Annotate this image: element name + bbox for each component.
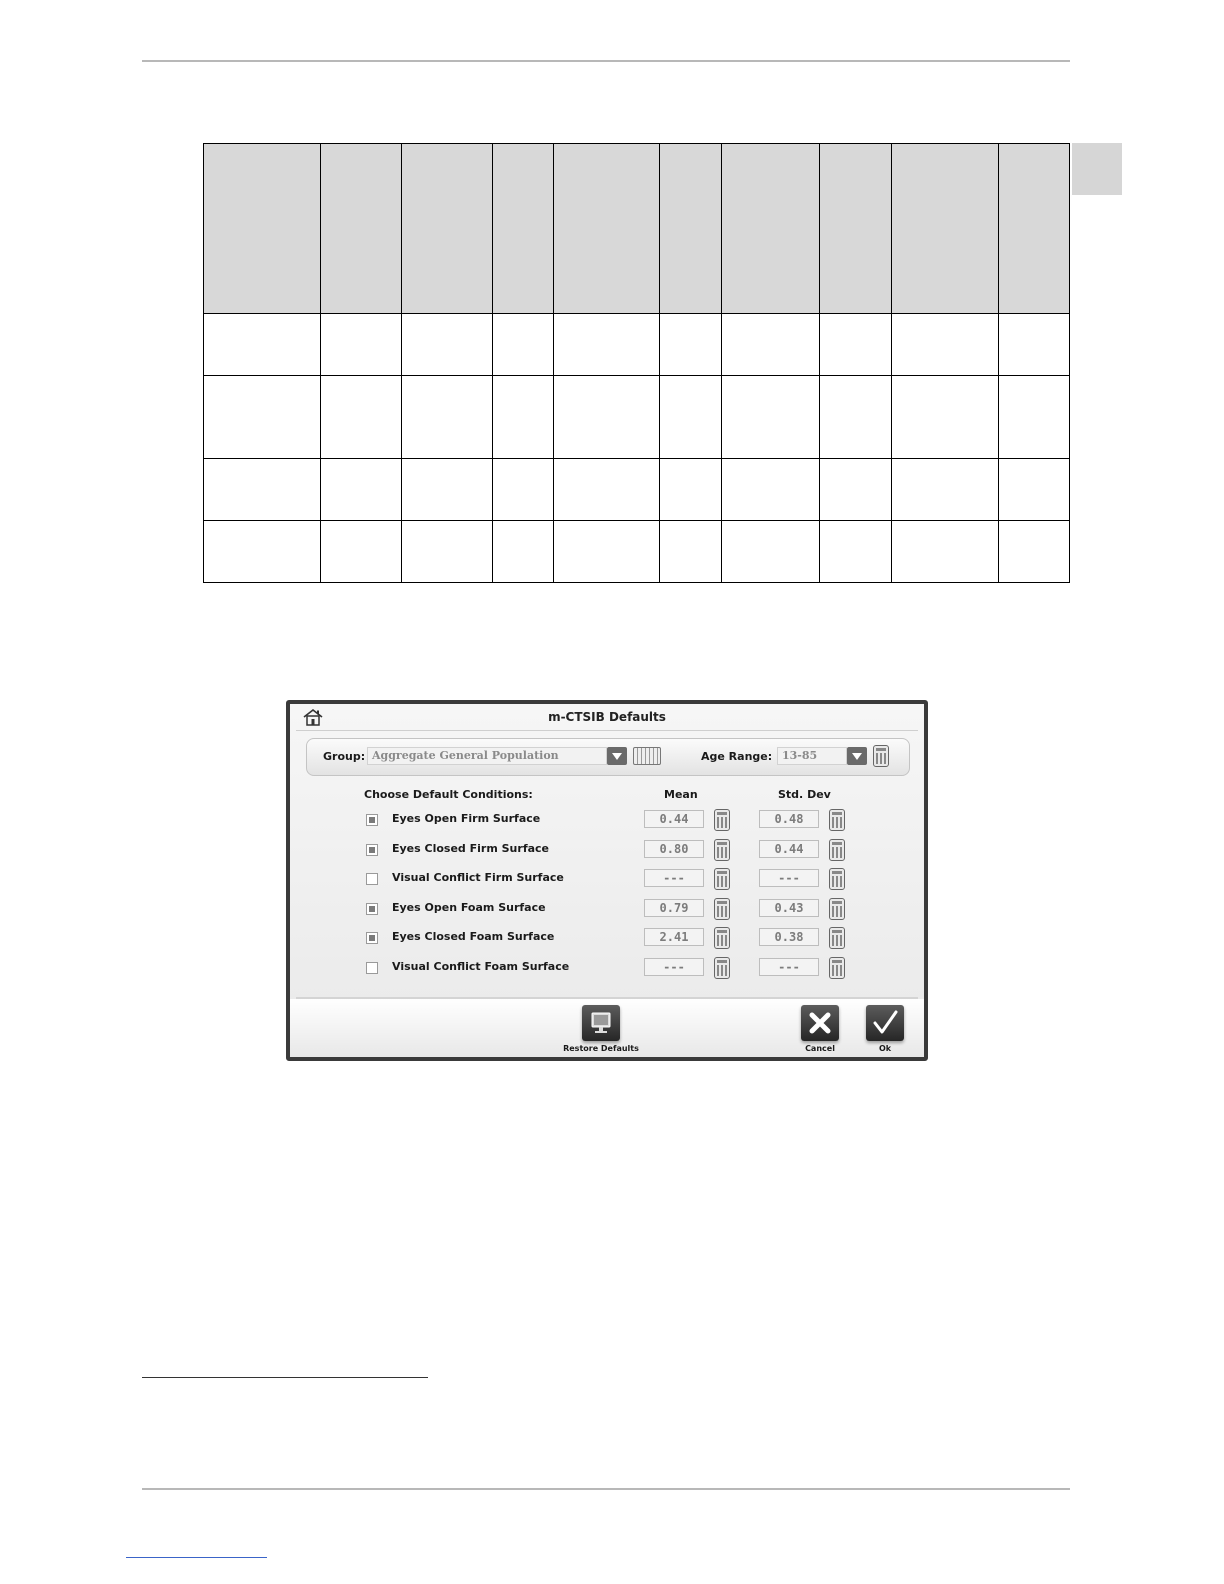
- calculator-icon[interactable]: [714, 809, 730, 831]
- restore-defaults-label: Restore Defaults: [563, 1044, 639, 1053]
- mean-input[interactable]: 0.80: [644, 840, 704, 858]
- cancel-button[interactable]: [801, 1005, 839, 1041]
- condition-row: [290, 926, 924, 950]
- chapter-side-tab: [1072, 143, 1122, 195]
- table-line: [203, 458, 1070, 459]
- calculator-icon[interactable]: [829, 957, 845, 979]
- ok-button[interactable]: [866, 1005, 904, 1041]
- header-rule: [142, 60, 1070, 62]
- mean-input[interactable]: 0.44: [644, 810, 704, 828]
- table-line: [492, 143, 493, 583]
- std-dev-input[interactable]: 0.38: [759, 928, 819, 946]
- mean-input[interactable]: 0.79: [644, 899, 704, 917]
- ok-label: Ok: [878, 1044, 892, 1053]
- condition-row: [290, 867, 924, 891]
- calculator-icon[interactable]: [714, 957, 730, 979]
- table-line: [553, 143, 554, 583]
- table-line: [819, 143, 820, 583]
- empty-table: [203, 143, 1070, 583]
- mean-column-header: Mean: [664, 788, 698, 801]
- mean-input[interactable]: 2.41: [644, 928, 704, 946]
- dialog-title: m-CTSIB Defaults: [548, 710, 666, 724]
- condition-checkbox[interactable]: [366, 844, 378, 856]
- group-dropdown-button[interactable]: [607, 747, 627, 765]
- calculator-icon[interactable]: [714, 898, 730, 920]
- calculator-icon[interactable]: [714, 839, 730, 861]
- std-dev-input[interactable]: 0.43: [759, 899, 819, 917]
- condition-checkbox[interactable]: [366, 903, 378, 915]
- group-selection-bar: [306, 738, 910, 776]
- condition-row: [290, 808, 924, 832]
- link-underline[interactable]: [126, 1557, 267, 1558]
- table-line: [891, 143, 892, 583]
- keyboard-icon[interactable]: [633, 747, 661, 765]
- group-label: Group:: [323, 750, 366, 763]
- calculator-icon[interactable]: [829, 868, 845, 890]
- std-dev-input[interactable]: 0.48: [759, 810, 819, 828]
- table-line: [320, 143, 321, 583]
- monitor-icon: [582, 1005, 620, 1041]
- condition-label: Visual Conflict Foam Surface: [392, 960, 570, 973]
- age-range-dropdown-button[interactable]: [847, 747, 867, 765]
- condition-label: Eyes Open Foam Surface: [392, 901, 546, 914]
- std-dev-column-header: Std. Dev: [778, 788, 831, 801]
- table-line: [203, 313, 1070, 314]
- conditions-header: Choose Default Conditions:: [364, 788, 533, 801]
- condition-row: [290, 897, 924, 921]
- condition-checkbox[interactable]: [366, 962, 378, 974]
- table-line: [721, 143, 722, 583]
- calculator-icon[interactable]: [829, 927, 845, 949]
- condition-checkbox[interactable]: [366, 814, 378, 826]
- calculator-icon[interactable]: [829, 809, 845, 831]
- group-select[interactable]: Aggregate General Population: [367, 747, 607, 765]
- condition-label: Eyes Open Firm Surface: [392, 812, 541, 825]
- calculator-icon[interactable]: [829, 839, 845, 861]
- std-dev-input[interactable]: ---: [759, 869, 819, 887]
- condition-row: [290, 838, 924, 862]
- cancel-label: Cancel: [805, 1044, 835, 1053]
- std-dev-input[interactable]: 0.44: [759, 840, 819, 858]
- condition-label: Eyes Closed Firm Surface: [392, 842, 550, 855]
- table-line: [998, 143, 999, 583]
- calculator-icon[interactable]: [829, 898, 845, 920]
- table-line: [659, 143, 660, 583]
- age-range-select[interactable]: 13-85: [777, 747, 847, 765]
- calculator-icon[interactable]: [714, 868, 730, 890]
- table-line: [203, 582, 1070, 583]
- mctsib-defaults-dialog: [286, 700, 928, 1061]
- condition-checkbox[interactable]: [366, 932, 378, 944]
- condition-label: Visual Conflict Firm Surface: [392, 871, 564, 884]
- condition-checkbox[interactable]: [366, 873, 378, 885]
- calculator-icon[interactable]: [714, 927, 730, 949]
- condition-row: [290, 956, 924, 980]
- mean-input[interactable]: ---: [644, 869, 704, 887]
- age-range-label: Age Range:: [701, 750, 773, 763]
- condition-label: Eyes Closed Foam Surface: [392, 930, 555, 943]
- std-dev-input[interactable]: ---: [759, 958, 819, 976]
- dialog-toolbar: [290, 999, 924, 1057]
- calculator-icon[interactable]: [873, 745, 889, 767]
- table-line: [401, 143, 402, 583]
- footnote-separator: [142, 1377, 428, 1378]
- checkmark-icon: [866, 1005, 904, 1041]
- table-line: [203, 143, 1070, 144]
- table-line: [203, 520, 1070, 521]
- table-line: [203, 375, 1070, 376]
- restore-defaults-button[interactable]: [582, 1005, 620, 1041]
- mean-input[interactable]: ---: [644, 958, 704, 976]
- table-line: [1069, 143, 1070, 583]
- footer-rule: [142, 1488, 1070, 1490]
- close-icon: [801, 1005, 839, 1041]
- table-header-row: [203, 143, 1070, 313]
- title-divider: [296, 730, 918, 731]
- table-line: [203, 143, 204, 583]
